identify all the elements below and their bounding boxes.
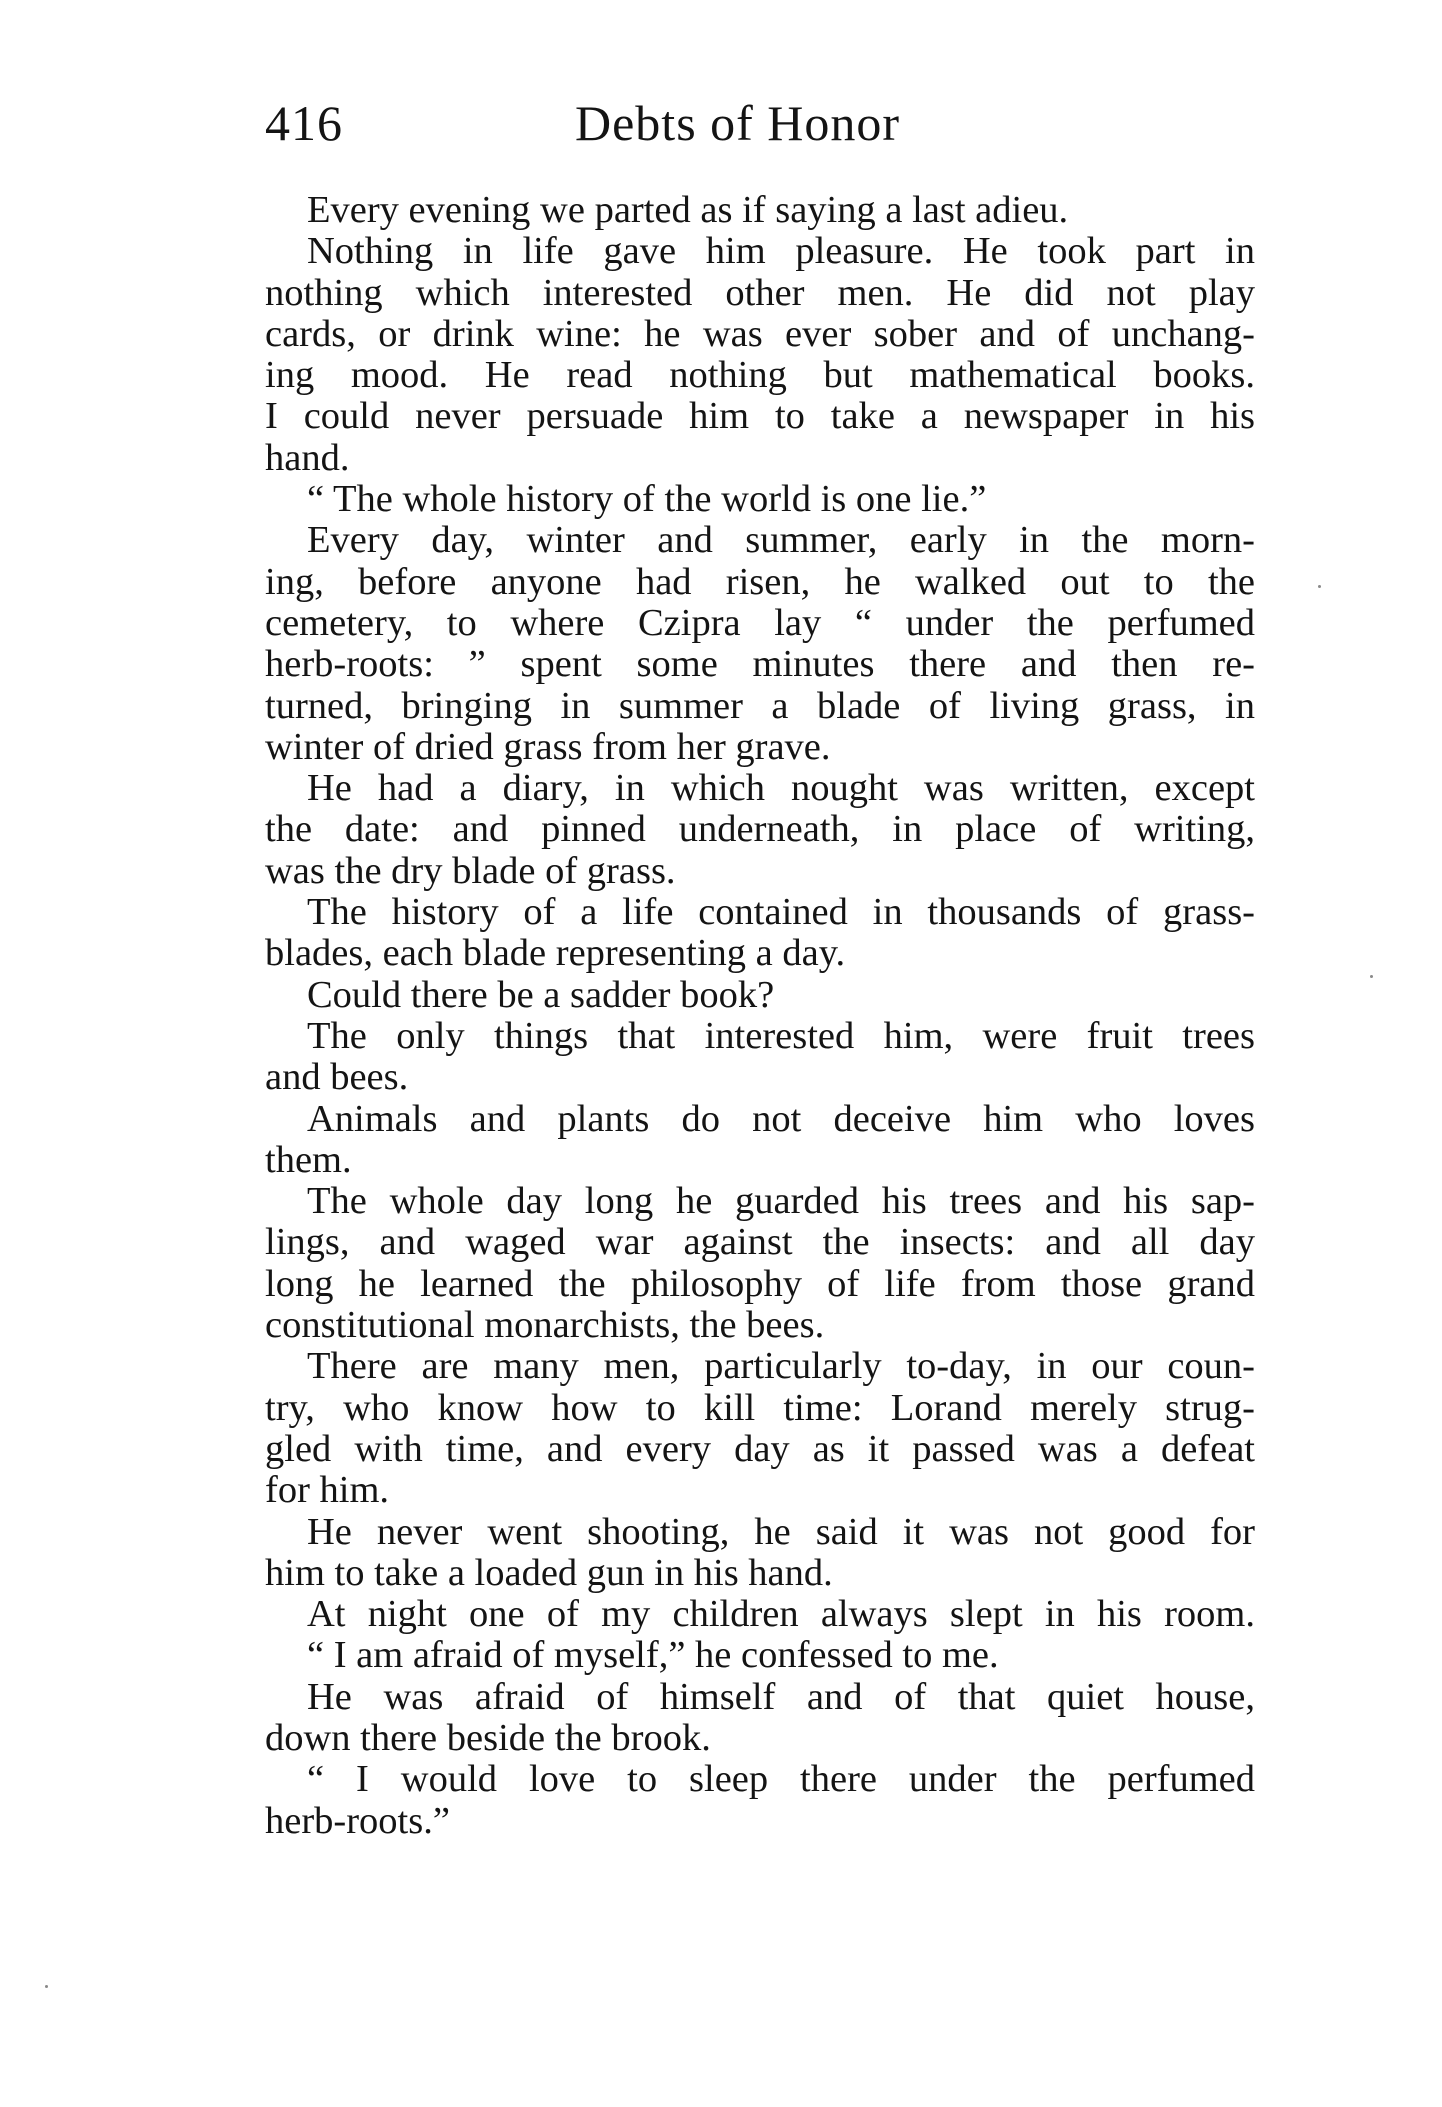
- text-line: ing mood. He read nothing but mathematical books.: [265, 354, 1255, 397]
- text-line: cemetery, to where Czipra lay “ under the perfumed: [265, 601, 1255, 644]
- text-line: nothing which interested other men. He did not play: [265, 271, 1255, 314]
- text-line: hand.: [265, 436, 350, 479]
- text-line: down there beside the brook.: [265, 1716, 711, 1759]
- text-line: was the dry blade of grass.: [265, 849, 676, 892]
- text-line: “ I would love to sleep there under the perfumed: [307, 1758, 1255, 1801]
- text-line: long he learned the philosophy of life from those grand: [265, 1262, 1255, 1305]
- text-line: herb-roots: ” spent some minutes there and then re-: [265, 643, 1255, 686]
- text-line: The only things that interested him, were fruit trees: [307, 1014, 1255, 1057]
- paper-speck: [45, 1985, 48, 1988]
- text-line: lings, and waged war against the insects: and all day: [265, 1221, 1255, 1264]
- text-line: At night one of my children always slept in his room.: [307, 1593, 1255, 1636]
- paper-speck: [1318, 585, 1321, 588]
- text-line: them.: [265, 1138, 352, 1181]
- page-number: 416: [265, 95, 343, 151]
- text-line: Every evening we parted as if saying a last adieu.: [307, 189, 1069, 231]
- text-line: the date: and pinned underneath, in place of writing,: [265, 808, 1255, 851]
- text-line: I could never persuade him to take a newspaper in his: [265, 395, 1255, 438]
- text-line: “ The whole history of the world is one lie.”: [307, 478, 987, 521]
- text-line: Animals and plants do not deceive him who loves: [307, 1097, 1255, 1140]
- text-line: The history of a life contained in thousands of grass-: [307, 891, 1255, 934]
- text-line: He was afraid of himself and of that quiet house,: [307, 1675, 1255, 1718]
- body-text: [265, 190, 1255, 1842]
- text-line: gled with time, and every day as it passed was a defeat: [265, 1427, 1255, 1470]
- text-line: “ I am afraid of myself,” he confessed to me.: [307, 1634, 999, 1677]
- text-line: He never went shooting, he said it was not good for: [307, 1510, 1255, 1553]
- text-line: blades, each blade representing a day.: [265, 932, 846, 975]
- paper-speck: [1370, 975, 1373, 978]
- text-line: herb-roots.”: [265, 1799, 450, 1842]
- text-line: He had a diary, in which nought was written, except: [307, 767, 1255, 810]
- text-line: The whole day long he guarded his trees and his sap-: [307, 1180, 1255, 1223]
- text-line: cards, or drink wine: he was ever sober and of unchang-: [265, 312, 1255, 355]
- text-line: and bees.: [265, 1056, 409, 1099]
- text-line: for him.: [265, 1469, 390, 1512]
- running-head: [265, 88, 1255, 158]
- text-line: Nothing in life gave him pleasure. He took part in: [307, 230, 1255, 273]
- text-line: constitutional monarchists, the bees.: [265, 1304, 825, 1347]
- text-line: Every day, winter and summer, early in the morn-: [307, 519, 1255, 562]
- running-title: Debts of Honor: [575, 95, 901, 151]
- text-line: him to take a loaded gun in his hand.: [265, 1551, 833, 1594]
- text-line: try, who know how to kill time: Lorand merely strug-: [265, 1386, 1255, 1429]
- text-line: There are many men, particularly to-day, in our coun-: [307, 1345, 1255, 1388]
- text-line: winter of dried grass from her grave.: [265, 725, 831, 768]
- text-line: Could there be a sadder book?: [307, 973, 775, 1016]
- text-line: turned, bringing in summer a blade of living grass, in: [265, 684, 1255, 727]
- text-line: ing, before anyone had risen, he walked out to the: [265, 560, 1255, 603]
